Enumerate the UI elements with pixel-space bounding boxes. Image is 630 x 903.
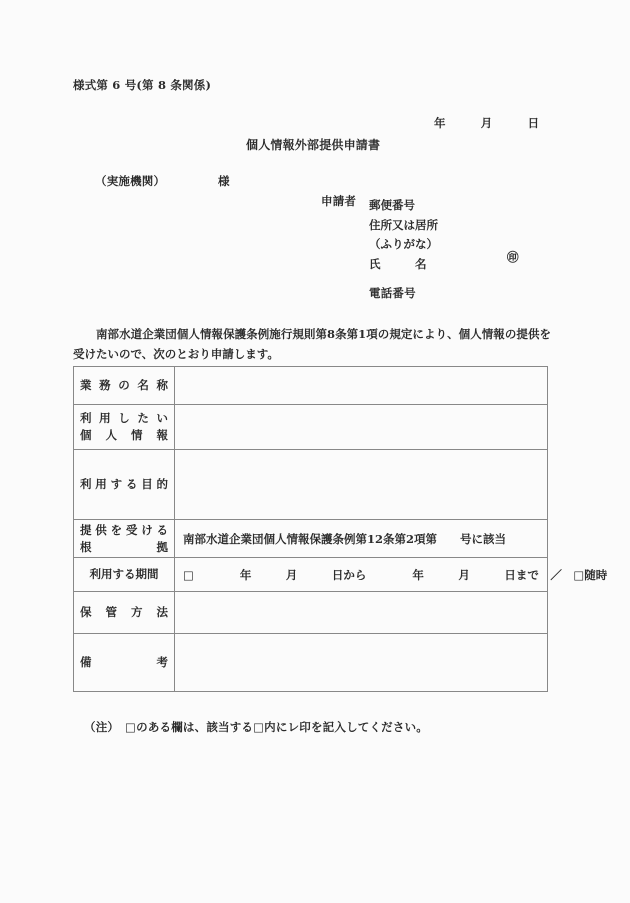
label-line: 根 拠	[80, 539, 168, 554]
row-label-usage-period	[74, 558, 175, 592]
row-value-personal-info[interactable]	[175, 405, 548, 450]
label-line: 個 人 情 報	[80, 428, 168, 442]
table-row	[74, 520, 548, 558]
table-row	[74, 634, 548, 692]
row-label-personal-info	[74, 405, 175, 450]
table-row	[74, 405, 548, 450]
cell-text: 南部水道企業団個人情報保護条例第12条第2項第 号に該当	[183, 531, 507, 546]
application-table-body	[74, 367, 608, 692]
applicant-furigana: （ふりがな）	[369, 237, 438, 251]
form-number: 様式第 6 号(第 8 条関係)	[73, 78, 212, 92]
label-line: 業 務 の 名 称	[80, 378, 168, 392]
label-line: 利 用 し た い	[80, 411, 168, 425]
addressee-line: （実施機関） 様	[95, 174, 230, 188]
row-label-legal-basis	[74, 520, 175, 558]
cell-text: □ 年 月 日から 年 月 日まで ／ □随時	[183, 567, 608, 582]
row-value-usage-period[interactable]	[175, 558, 608, 592]
label-line: 備 考	[80, 655, 168, 669]
seal-icon: ㊞	[507, 250, 519, 264]
row-label-remarks	[74, 634, 175, 692]
row-value-storage-method[interactable]	[175, 592, 548, 634]
row-label-storage-method	[74, 592, 175, 634]
applicant-name: 氏 名	[369, 256, 427, 271]
label-line: 利用する目的	[80, 477, 168, 491]
body-paragraph-text: 南部水道企業団個人情報保護条例施行規則第8条第1項の規定により、個人情報の提供を受けたいので、次のとおり申請します。	[73, 327, 551, 361]
document-title: 個人情報外部提供申請書	[246, 138, 381, 152]
applicant-address: 住所又は居所	[369, 217, 438, 232]
row-value-remarks[interactable]	[175, 634, 548, 692]
date-line: 年 月 日	[434, 116, 540, 130]
table-row	[74, 558, 548, 592]
table-row	[74, 367, 548, 405]
applicant-phone: 電話番号	[369, 286, 416, 300]
table-row	[74, 450, 548, 520]
label-line: 提供を受ける	[80, 522, 168, 537]
applicant-postal-code: 郵便番号	[369, 198, 415, 212]
application-table	[73, 366, 608, 692]
footnote: （注） □のある欄は、該当する□内にレ印を記入してください。	[84, 720, 428, 734]
table-row	[74, 592, 548, 634]
body-paragraph	[73, 324, 551, 364]
row-label-purpose	[74, 450, 175, 520]
applicant-block	[369, 196, 438, 274]
row-value-purpose[interactable]	[175, 450, 548, 520]
label-line: 保 管 方 法	[80, 605, 168, 619]
label-line: 利用する期間	[89, 567, 159, 581]
row-label-business-name	[74, 367, 175, 405]
row-value-business-name[interactable]	[175, 367, 548, 405]
row-value-legal-basis[interactable]	[175, 520, 548, 558]
applicant-label: 申請者	[321, 194, 357, 208]
